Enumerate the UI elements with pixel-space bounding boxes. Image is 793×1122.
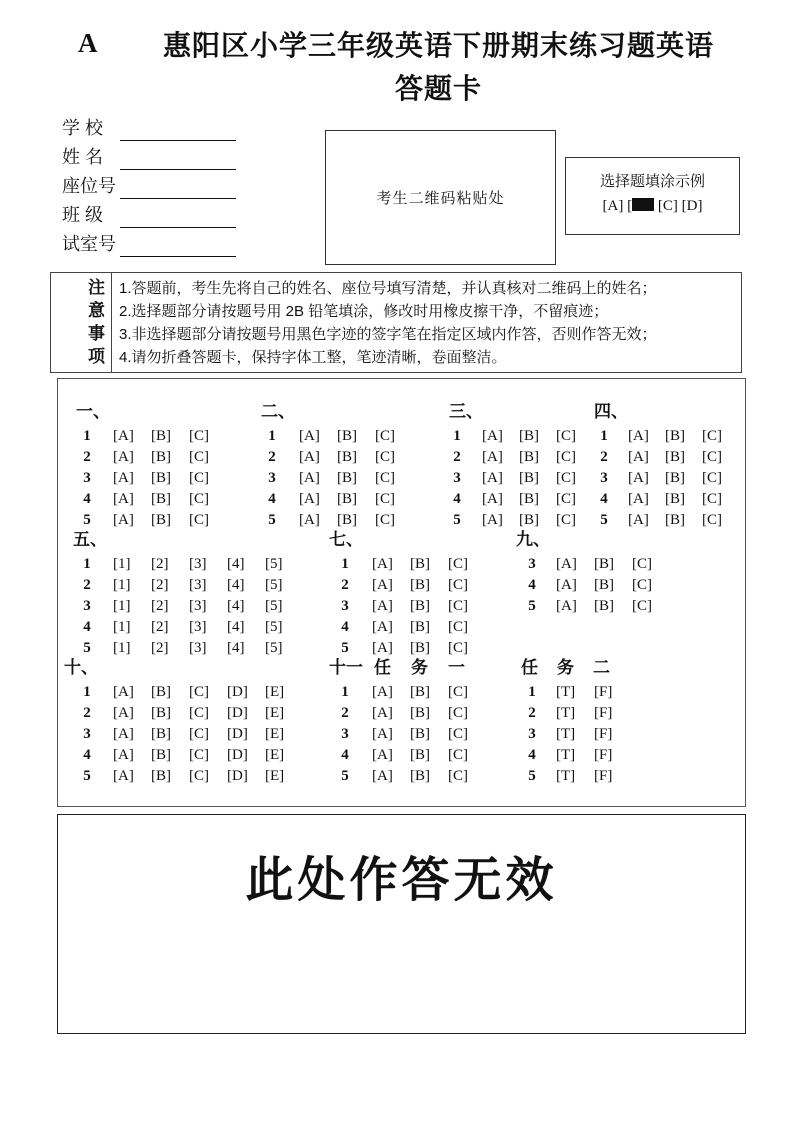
answer-bubble[interactable]: [5] — [265, 577, 283, 593]
write-in-line[interactable] — [120, 145, 236, 170]
answer-bubble[interactable]: [B] — [594, 556, 614, 572]
answer-bubble[interactable]: [B] — [151, 428, 171, 444]
fill-example-title: 选择题填涂示例 — [599, 173, 705, 190]
notice-side-char: 事 — [88, 324, 105, 343]
answer-bubble[interactable]: [3] — [189, 619, 207, 635]
answer-bubble[interactable]: [E] — [265, 705, 285, 721]
question-number: 2 — [453, 449, 461, 465]
question-number: 3 — [600, 470, 608, 486]
answer-bubble[interactable]: [C] — [556, 470, 576, 486]
answer-bubble[interactable]: [B] — [410, 747, 430, 763]
question-number: 3 — [83, 726, 91, 742]
question-number: 5 — [341, 640, 349, 656]
answer-bubble[interactable]: [B] — [151, 684, 171, 700]
answer-bubble[interactable]: [C] — [375, 470, 395, 486]
answer-bubble[interactable]: [C] — [632, 556, 652, 572]
field-label: 姓 名 — [62, 147, 104, 167]
question-number: 1 — [453, 428, 461, 444]
question-number: 3 — [341, 598, 349, 614]
answer-bubble[interactable]: [A] — [628, 470, 649, 486]
field-label: 班 级 — [62, 205, 104, 225]
question-number: 5 — [83, 512, 91, 528]
notice-side-char: 项 — [88, 347, 105, 366]
student-info-row — [62, 173, 236, 202]
answer-bubble[interactable]: [C] — [448, 556, 468, 572]
answer-bubble[interactable]: [5] — [265, 640, 283, 656]
answer-bubble[interactable]: [B] — [594, 598, 614, 614]
answer-bubble[interactable]: [A] — [372, 705, 393, 721]
invalid-answer-text: 此处作答无效 — [245, 854, 558, 907]
question-number: 2 — [600, 449, 608, 465]
answer-bubble[interactable]: [A] — [113, 470, 134, 486]
notice-item: 3.非选择题部分请按题号用黑色字迹的签字笔在指定区域内作答，否则作答无效； — [119, 326, 657, 343]
section-title-section-11-task-1: 一 — [448, 658, 465, 677]
answer-bubble[interactable]: [F] — [594, 726, 613, 742]
answer-bubble[interactable]: [B] — [665, 512, 685, 528]
answer-bubble[interactable]: [3] — [189, 577, 207, 593]
question-number: 3 — [83, 470, 91, 486]
question-number: 2 — [83, 705, 91, 721]
answer-bubble[interactable]: [A] — [482, 449, 503, 465]
answer-bubble[interactable]: [A] — [556, 556, 577, 572]
answer-bubble[interactable]: [1] — [113, 556, 131, 572]
answer-bubble[interactable]: [C] — [375, 491, 395, 507]
answer-bubble[interactable]: [C] — [556, 428, 576, 444]
answer-bubble[interactable]: [B] — [151, 470, 171, 486]
write-in-line[interactable] — [120, 116, 236, 141]
answer-bubble[interactable]: [A] — [372, 619, 393, 635]
answer-bubble[interactable]: [C] — [702, 449, 722, 465]
answer-bubble[interactable]: [T] — [556, 726, 576, 742]
answer-bubble[interactable]: [B] — [337, 449, 357, 465]
section-title-section-4: 四、 — [594, 402, 628, 421]
answer-bubble[interactable]: [A] — [113, 512, 134, 528]
question-number: 4 — [528, 747, 536, 763]
notice-side-label — [51, 276, 105, 368]
version-label: A — [78, 28, 98, 58]
question-number: 1 — [268, 428, 276, 444]
question-number: 3 — [528, 556, 536, 572]
answer-bubble[interactable]: [3] — [189, 556, 207, 572]
answer-bubble[interactable]: [F] — [594, 768, 613, 784]
answer-bubble[interactable]: [C] — [702, 491, 722, 507]
answer-bubble[interactable]: [3] — [189, 598, 207, 614]
question-number: 4 — [600, 491, 608, 507]
question-number: 4 — [83, 619, 91, 635]
answer-bubble[interactable]: [B] — [665, 491, 685, 507]
question-number: 4 — [83, 491, 91, 507]
answer-bubble[interactable]: [C] — [189, 428, 209, 444]
answer-bubble[interactable]: [D] — [227, 684, 248, 700]
qr-code-paste-label: 考生二维码粘贴处 — [376, 190, 505, 207]
answer-bubble[interactable]: [B] — [151, 747, 171, 763]
answer-bubble[interactable]: [C] — [556, 512, 576, 528]
answer-bubble[interactable]: [D] — [227, 705, 248, 721]
answer-bubble[interactable]: [T] — [556, 684, 576, 700]
example-suffix: [C] [D] — [657, 198, 703, 214]
question-number: 2 — [341, 705, 349, 721]
answer-bubble[interactable]: [4] — [227, 619, 245, 635]
field-label: 座位号 — [62, 176, 116, 196]
question-number: 5 — [528, 598, 536, 614]
answer-bubble[interactable]: [C] — [189, 747, 209, 763]
answer-bubble[interactable]: [C] — [375, 512, 395, 528]
answer-bubble[interactable]: [B] — [151, 491, 171, 507]
answer-bubble[interactable]: [A] — [299, 449, 320, 465]
answer-bubble[interactable]: [1] — [113, 640, 131, 656]
student-info-row — [62, 144, 236, 173]
answer-bubble[interactable]: [B] — [337, 428, 357, 444]
answer-bubble[interactable]: [4] — [227, 598, 245, 614]
answer-bubble[interactable]: [A] — [372, 726, 393, 742]
answer-bubble[interactable]: [C] — [448, 619, 468, 635]
invalid-answer-area — [57, 814, 746, 1034]
answer-bubble[interactable]: [A] — [556, 577, 577, 593]
answer-bubble[interactable]: [C] — [632, 598, 652, 614]
answer-bubble[interactable]: [T] — [556, 747, 576, 763]
notice-item: 2.选择题部分请按题号用 2B 铅笔填涂，修改时用橡皮擦干净，不留痕迹； — [119, 303, 609, 320]
example-prefix: [A] [ — [602, 198, 633, 214]
question-number: 2 — [83, 449, 91, 465]
answer-bubble[interactable]: [B] — [410, 556, 430, 572]
answer-bubble[interactable]: [C] — [189, 726, 209, 742]
question-number: 1 — [600, 428, 608, 444]
answer-bubble[interactable]: [A] — [628, 428, 649, 444]
question-number: 3 — [528, 726, 536, 742]
student-info-row — [62, 202, 236, 231]
question-number: 3 — [341, 726, 349, 742]
answer-bubble[interactable]: [B] — [519, 470, 539, 486]
answer-bubble[interactable]: [C] — [702, 470, 722, 486]
answer-bubble[interactable]: [5] — [265, 556, 283, 572]
answer-bubble[interactable]: [C] — [702, 512, 722, 528]
answer-bubble[interactable]: [2] — [151, 619, 169, 635]
answer-bubble[interactable]: [C] — [375, 428, 395, 444]
page-title-line1: 惠阳区小学三年级英语下册期末练习题英语 — [162, 30, 714, 61]
answer-bubble[interactable]: [A] — [628, 449, 649, 465]
answer-bubble[interactable]: [B] — [410, 619, 430, 635]
answer-bubble[interactable]: [B] — [151, 512, 171, 528]
qr-code-paste-box — [325, 130, 556, 265]
answer-bubble[interactable]: [B] — [519, 512, 539, 528]
answer-bubble[interactable]: [B] — [410, 726, 430, 742]
answer-bubble[interactable]: [C] — [189, 684, 209, 700]
section-title-task-2: 务 — [557, 658, 574, 677]
answer-bubble[interactable]: [A] — [113, 428, 134, 444]
answer-bubble[interactable]: [4] — [227, 640, 245, 656]
question-number: 5 — [600, 512, 608, 528]
question-number: 5 — [268, 512, 276, 528]
answer-bubble[interactable]: [1] — [113, 598, 131, 614]
question-number: 4 — [268, 491, 276, 507]
answer-bubble[interactable]: [D] — [227, 726, 248, 742]
answer-bubble[interactable]: [A] — [299, 512, 320, 528]
answer-card-grid — [57, 378, 746, 807]
answer-bubble[interactable]: [A] — [372, 598, 393, 614]
question-number: 1 — [341, 684, 349, 700]
question-number: 3 — [268, 470, 276, 486]
answer-bubble[interactable]: [B] — [151, 768, 171, 784]
answer-bubble[interactable]: [4] — [227, 577, 245, 593]
answer-bubble[interactable]: [C] — [189, 768, 209, 784]
question-number: 1 — [83, 556, 91, 572]
answer-bubble[interactable]: [C] — [189, 705, 209, 721]
question-number: 5 — [453, 512, 461, 528]
answer-bubble[interactable]: [A] — [482, 491, 503, 507]
question-number: 4 — [528, 577, 536, 593]
answer-bubble[interactable]: [B] — [665, 428, 685, 444]
fill-example-box — [565, 157, 740, 235]
answer-bubble[interactable]: [F] — [594, 684, 613, 700]
page-title-line2: 答题卡 — [394, 73, 482, 104]
section-title-section-7: 七、 — [329, 530, 363, 549]
answer-bubble[interactable]: [T] — [556, 768, 576, 784]
answer-bubble[interactable]: [A] — [482, 512, 503, 528]
answer-bubble[interactable]: [A] — [372, 556, 393, 572]
question-number: 5 — [528, 768, 536, 784]
answer-bubble[interactable]: [B] — [665, 449, 685, 465]
answer-bubble[interactable]: [C] — [375, 449, 395, 465]
notice-divider — [111, 273, 112, 372]
answer-bubble[interactable]: [2] — [151, 556, 169, 572]
section-title-section-11-task-1: 务 — [411, 658, 428, 677]
answer-bubble[interactable]: [A] — [628, 512, 649, 528]
answer-bubble[interactable]: [F] — [594, 747, 613, 763]
answer-bubble[interactable]: [B] — [594, 577, 614, 593]
answer-bubble[interactable]: [B] — [665, 470, 685, 486]
notice-item: 4.请勿折叠答题卡，保持字体工整，笔迹清晰，卷面整洁。 — [119, 349, 507, 366]
answer-bubble[interactable]: [B] — [410, 684, 430, 700]
question-number: 5 — [83, 768, 91, 784]
question-number: 1 — [341, 556, 349, 572]
student-info-row — [62, 115, 236, 144]
section-title-section-3: 三、 — [449, 402, 483, 421]
answer-bubble[interactable]: [5] — [265, 598, 283, 614]
question-number: 3 — [83, 598, 91, 614]
student-info-block — [62, 115, 236, 260]
write-in-line[interactable] — [120, 232, 236, 257]
answer-bubble[interactable]: [A] — [372, 768, 393, 784]
answer-bubble[interactable]: [A] — [113, 705, 134, 721]
answer-bubble[interactable]: [B] — [410, 768, 430, 784]
answer-bubble[interactable]: [C] — [448, 705, 468, 721]
answer-bubble[interactable]: [C] — [189, 470, 209, 486]
answer-bubble[interactable]: [B] — [519, 449, 539, 465]
question-number: 1 — [83, 684, 91, 700]
student-info-row — [62, 231, 236, 260]
fill-example-row — [566, 198, 739, 215]
answer-bubble[interactable]: [C] — [189, 449, 209, 465]
question-number: 1 — [528, 684, 536, 700]
section-title-section-11-task-1: 任 — [374, 658, 391, 677]
answer-bubble[interactable]: [A] — [372, 747, 393, 763]
answer-bubble[interactable]: [2] — [151, 598, 169, 614]
answer-bubble[interactable]: [A] — [556, 598, 577, 614]
notice-side-char: 意 — [88, 301, 105, 320]
answer-bubble[interactable]: [A] — [113, 491, 134, 507]
filled-bubble-mark — [632, 198, 654, 211]
answer-bubble[interactable]: [A] — [113, 684, 134, 700]
question-number: 2 — [83, 577, 91, 593]
answer-bubble[interactable]: [A] — [299, 470, 320, 486]
answer-bubble[interactable]: [E] — [265, 684, 285, 700]
notice-side-char: 注 — [88, 278, 105, 297]
answer-bubble[interactable]: [C] — [448, 726, 468, 742]
answer-bubble[interactable]: [D] — [227, 747, 248, 763]
answer-bubble[interactable]: [3] — [189, 640, 207, 656]
answer-bubble[interactable]: [A] — [628, 491, 649, 507]
field-label: 试室号 — [62, 234, 116, 254]
answer-bubble[interactable]: [1] — [113, 619, 131, 635]
answer-bubble[interactable]: [B] — [151, 705, 171, 721]
question-number: 4 — [83, 747, 91, 763]
answer-bubble[interactable]: [B] — [519, 428, 539, 444]
answer-bubble[interactable]: [A] — [299, 428, 320, 444]
answer-bubble[interactable]: [D] — [227, 768, 248, 784]
answer-bubble[interactable]: [B] — [519, 491, 539, 507]
answer-bubble[interactable]: [A] — [482, 428, 503, 444]
answer-bubble[interactable]: [E] — [265, 726, 285, 742]
answer-bubble[interactable]: [5] — [265, 619, 283, 635]
notice-items — [119, 277, 737, 369]
answer-bubble[interactable]: [C] — [448, 768, 468, 784]
answer-bubble[interactable]: [A] — [113, 726, 134, 742]
answer-bubble[interactable]: [2] — [151, 577, 169, 593]
notice-box — [50, 272, 742, 373]
section-title-task-2: 任 — [521, 658, 538, 677]
answer-bubble[interactable]: [2] — [151, 640, 169, 656]
answer-bubble[interactable]: [B] — [151, 449, 171, 465]
question-number: 2 — [341, 577, 349, 593]
question-number: 3 — [453, 470, 461, 486]
question-number: 1 — [83, 428, 91, 444]
write-in-line[interactable] — [120, 203, 236, 228]
section-title-section-10: 十、 — [64, 658, 98, 677]
section-title-section-11-task-1: 十一 — [329, 658, 363, 677]
answer-bubble[interactable]: [B] — [410, 598, 430, 614]
answer-bubble[interactable]: [A] — [372, 577, 393, 593]
notice-item: 1.答题前，考生先将自己的姓名、座位号填写清楚，并认真核对二维码上的姓名； — [119, 280, 657, 297]
question-number: 2 — [268, 449, 276, 465]
answer-bubble[interactable]: [E] — [265, 747, 285, 763]
field-label: 学 校 — [62, 118, 104, 138]
answer-bubble[interactable]: [C] — [189, 512, 209, 528]
answer-bubble[interactable]: [A] — [113, 768, 134, 784]
answer-bubble[interactable]: [A] — [372, 684, 393, 700]
question-number: 5 — [341, 768, 349, 784]
answer-bubble[interactable]: [C] — [448, 640, 468, 656]
answer-bubble[interactable]: [B] — [337, 491, 357, 507]
section-title-section-1: 一、 — [76, 402, 110, 421]
answer-bubble[interactable]: [B] — [410, 640, 430, 656]
answer-bubble[interactable]: [B] — [337, 470, 357, 486]
answer-bubble[interactable]: [C] — [556, 449, 576, 465]
answer-bubble[interactable]: [C] — [448, 598, 468, 614]
page-title — [90, 24, 787, 110]
question-number: 2 — [528, 705, 536, 721]
answer-bubble[interactable]: [C] — [189, 491, 209, 507]
answer-bubble[interactable]: [A] — [113, 449, 134, 465]
answer-bubble[interactable]: [B] — [410, 705, 430, 721]
answer-bubble[interactable]: [B] — [151, 726, 171, 742]
answer-bubble[interactable]: [C] — [556, 491, 576, 507]
answer-bubble[interactable]: [C] — [448, 684, 468, 700]
answer-bubble[interactable]: [A] — [299, 491, 320, 507]
answer-bubble[interactable]: [C] — [632, 577, 652, 593]
answer-bubble[interactable]: [B] — [410, 577, 430, 593]
section-title-section-2: 二、 — [261, 402, 295, 421]
question-number: 4 — [341, 747, 349, 763]
answer-bubble[interactable]: [C] — [702, 428, 722, 444]
answer-bubble[interactable]: [1] — [113, 577, 131, 593]
section-title-task-2: 二 — [593, 658, 610, 677]
answer-bubble[interactable]: [C] — [448, 747, 468, 763]
answer-bubble[interactable]: [4] — [227, 556, 245, 572]
answer-bubble[interactable]: [A] — [372, 640, 393, 656]
answer-bubble[interactable]: [T] — [556, 705, 576, 721]
write-in-line[interactable] — [120, 174, 236, 199]
answer-bubble[interactable]: [B] — [337, 512, 357, 528]
section-title-section-5: 五、 — [73, 530, 107, 549]
answer-bubble[interactable]: [A] — [113, 747, 134, 763]
answer-bubble[interactable]: [A] — [482, 470, 503, 486]
question-number: 4 — [341, 619, 349, 635]
question-number: 4 — [453, 491, 461, 507]
answer-bubble[interactable]: [C] — [448, 577, 468, 593]
answer-bubble[interactable]: [F] — [594, 705, 613, 721]
question-number: 5 — [83, 640, 91, 656]
answer-bubble[interactable]: [E] — [265, 768, 285, 784]
section-title-section-9: 九、 — [516, 530, 550, 549]
